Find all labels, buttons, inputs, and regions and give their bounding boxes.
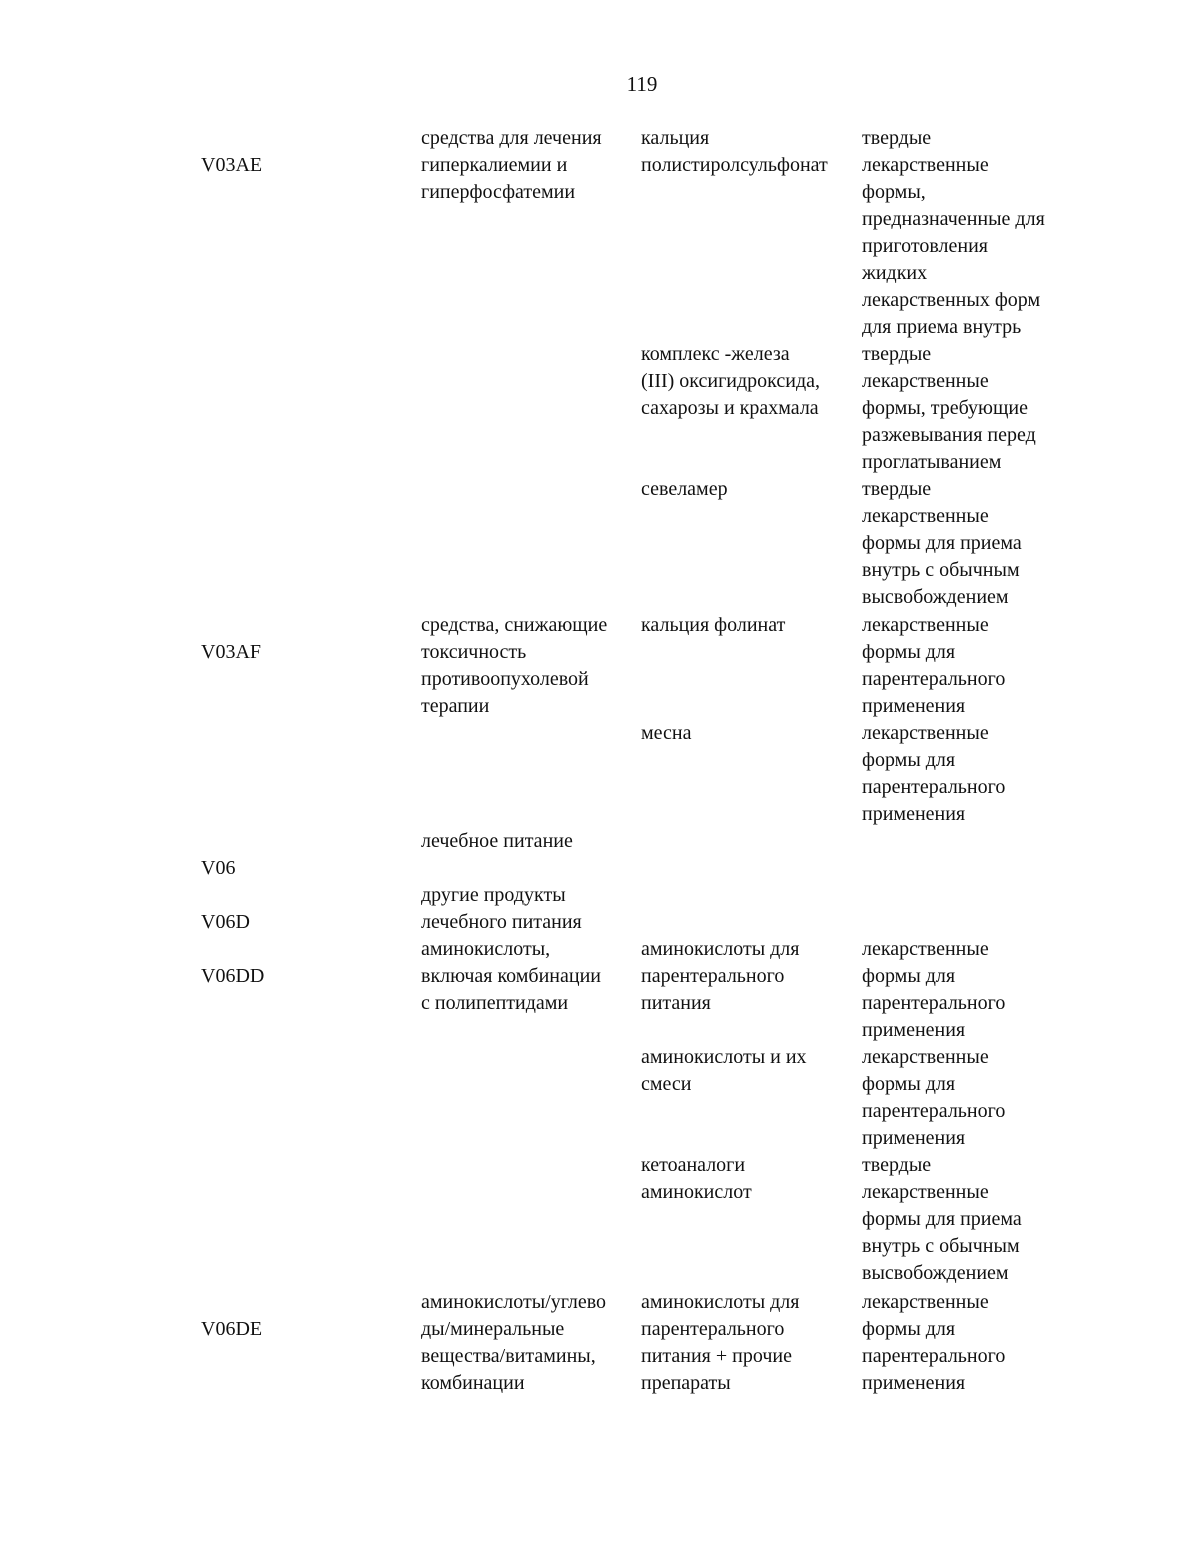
drug-name-line: парентерального <box>641 965 785 987</box>
dosage-form-line: лекарственные <box>862 614 989 636</box>
dosage-form-line: внутрь с обычным <box>862 559 1020 581</box>
group-name-line: вещества/витамины, <box>421 1345 596 1367</box>
group-name-line: противоопухолевой <box>421 668 589 690</box>
group-name-line: комбинации <box>421 1372 525 1394</box>
dosage-form-line: разжевывания перед <box>862 424 1036 446</box>
atc-code: V03AE <box>201 154 263 176</box>
dosage-form-line: парентерального <box>862 1345 1006 1367</box>
dosage-form-line: твердые <box>862 343 932 365</box>
dosage-form-line: предназначенные для <box>862 208 1045 230</box>
dosage-form-line: для приема внутрь <box>862 316 1022 338</box>
dosage-form-line: парентерального <box>862 776 1006 798</box>
dosage-form-line: применения <box>862 695 966 717</box>
group-name-line: другие продукты <box>421 884 566 906</box>
group-name-line: гиперфосфатемии <box>421 181 576 203</box>
dosage-form-line: твердые <box>862 478 932 500</box>
drug-name-line: кетоаналоги <box>641 1154 746 1176</box>
atc-code: V03AF <box>201 641 262 663</box>
dosage-form-line: лекарственные <box>862 505 989 527</box>
group-name-line: гиперкалиемии и <box>421 154 568 176</box>
drug-name-line: аминокислот <box>641 1181 752 1203</box>
dosage-form-line: твердые <box>862 127 932 149</box>
drug-name-line: аминокислоты для <box>641 1291 800 1313</box>
group-name-line: аминокислоты/углево <box>421 1291 607 1313</box>
drug-name-line: кальция фолинат <box>641 614 786 636</box>
dosage-form-line: лекарственные <box>862 1181 989 1203</box>
dosage-form-line: формы, требующие <box>862 397 1028 419</box>
drug-name-line: аминокислоты для <box>641 938 800 960</box>
drug-name-line: севеламер <box>641 478 728 500</box>
group-name-line: терапии <box>421 695 490 717</box>
atc-code: V06 <box>201 857 236 879</box>
dosage-form-line: твердые <box>862 1154 932 1176</box>
dosage-form-line: формы, <box>862 181 926 203</box>
dosage-form-line: жидких <box>862 262 928 284</box>
dosage-form-line: применения <box>862 1372 966 1394</box>
dosage-form-line: формы для <box>862 965 956 987</box>
atc-code: V06DE <box>201 1318 263 1340</box>
drug-name-line: питания + прочие <box>641 1345 792 1367</box>
group-name-line: ды/минеральные <box>421 1318 565 1340</box>
dosage-form-line: лекарственные <box>862 722 989 744</box>
dosage-form-line: лекарственные <box>862 154 989 176</box>
dosage-form-line: применения <box>862 803 966 825</box>
drug-name-line: сахарозы и крахмала <box>641 397 819 419</box>
dosage-form-line: формы для <box>862 749 956 771</box>
drug-name-line: аминокислоты и их <box>641 1046 807 1068</box>
dosage-form-line: приготовления <box>862 235 988 257</box>
drug-name-line: препараты <box>641 1372 731 1394</box>
dosage-form-line: формы для <box>862 641 956 663</box>
group-name-line: включая комбинации <box>421 965 601 987</box>
drug-name-line: кальция <box>641 127 710 149</box>
dosage-form-line: парентерального <box>862 992 1006 1014</box>
dosage-form-line: формы для приема <box>862 532 1022 554</box>
drug-name-line: парентерального <box>641 1318 785 1340</box>
drug-name-line: месна <box>641 722 692 744</box>
dosage-form-line: лекарственные <box>862 1046 989 1068</box>
drug-name-line: смеси <box>641 1073 692 1095</box>
group-name-line: средства для лечения <box>421 127 602 149</box>
group-name-line: аминокислоты, <box>421 938 551 960</box>
atc-code: V06D <box>201 911 250 933</box>
dosage-form-line: парентерального <box>862 668 1006 690</box>
atc-code: V06DD <box>201 965 265 987</box>
dosage-form-line: применения <box>862 1019 966 1041</box>
dosage-form-line: проглатыванием <box>862 451 1002 473</box>
drug-name-line: (III) оксигидроксида, <box>641 370 821 392</box>
drug-name-line: полистиролсульфонат <box>641 154 828 176</box>
dosage-form-line: внутрь с обычным <box>862 1235 1020 1257</box>
dosage-form-line: формы для <box>862 1318 956 1340</box>
group-name-line: токсичность <box>421 641 527 663</box>
dosage-form-line: формы для приема <box>862 1208 1022 1230</box>
dosage-form-line: лекарственные <box>862 1291 989 1313</box>
dosage-form-line: лекарственные <box>862 938 989 960</box>
page-number: 119 <box>626 72 658 96</box>
dosage-form-line: высвобождением <box>862 1262 1009 1284</box>
dosage-form-line: формы для <box>862 1073 956 1095</box>
drug-name-line: питания <box>641 992 711 1014</box>
dosage-form-line: лекарственные <box>862 370 989 392</box>
group-name-line: лечебное питание <box>421 830 573 852</box>
group-name-line: средства, снижающие <box>421 614 608 636</box>
group-name-line: лечебного питания <box>421 911 582 933</box>
drug-name-line: комплекс -железа <box>641 343 790 365</box>
group-name-line: с полипептидами <box>421 992 569 1014</box>
dosage-form-line: применения <box>862 1127 966 1149</box>
dosage-form-line: высвобождением <box>862 586 1009 608</box>
dosage-form-line: лекарственных форм <box>862 289 1041 311</box>
dosage-form-line: парентерального <box>862 1100 1006 1122</box>
